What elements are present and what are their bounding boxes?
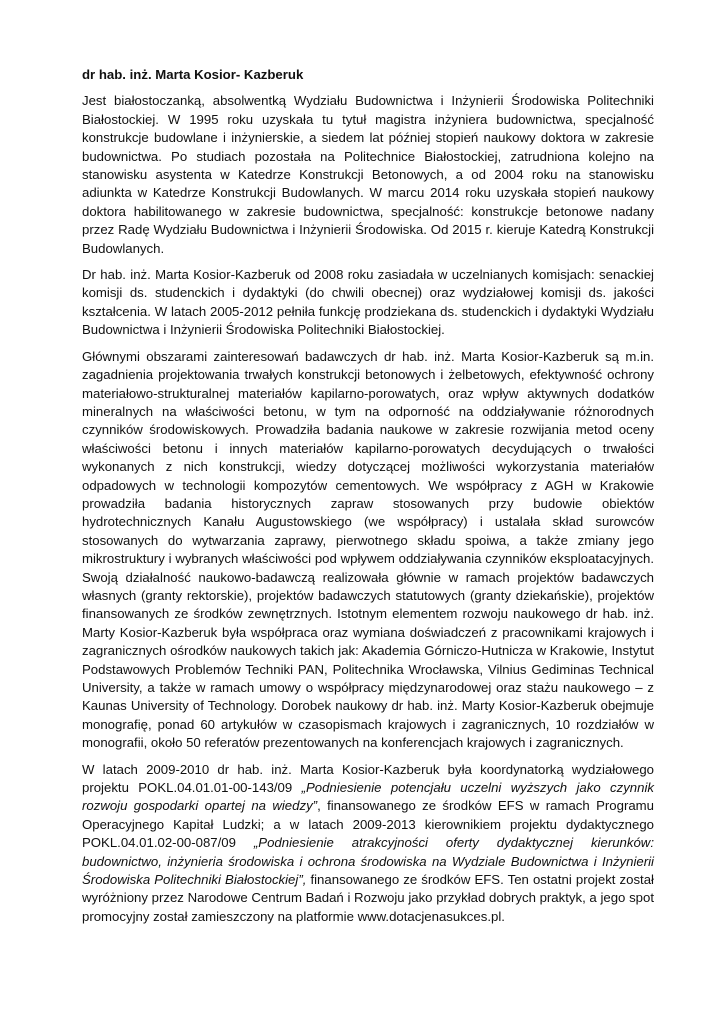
- projects-text-3: finansowanego ze środków EFS. Ten ostatni projekt został wyróżniony przez Narodowe Centrum Badań i Rozwoju jako przykład dobrych praktyk, a jego spot promocyjny został zamieszczony na platformie www.dotacjenasukces.pl.: [82, 872, 654, 924]
- projects-text-1: W latach 2009-2010 dr hab. inż. Marta Kosior-Kazberuk była koordynatorką wydziałowego projektu POKL.04.01.01-00-143/09: [82, 761, 654, 796]
- document-page: [82, 66, 654, 934]
- paragraph-committees: Dr hab. inż. Marta Kosior-Kazberuk od 2008 roku zasiadała w uczelnianych komisjach: senackiej komisji ds. studenckich i dydaktyki (do chwili obecnej) oraz wydziałowej komisji ds. jakości kształcenia. W latach 2005-2012 pełniła funkcję prodziekana ds. studenckich i dydaktyki Wydziału Budownictwa i Inżynierii Środowiska Politechniki Białostockiej.: [82, 267, 654, 338]
- project-title-1: „Podniesienie potencjału uczelni wyższych jako czynnik rozwoju gospodarki opartej na wiedzy”: [82, 780, 654, 814]
- document-title: dr hab. inż. Marta Kosior- Kazberuk: [82, 67, 304, 82]
- projects-text-2: , finansowanego ze środków EFS w ramach Programu Operacyjnego Kapitał Ludzki; a w latach 2009-2013 kierownikiem projektu dydaktycznego POKL.04.01.02-00-087/09: [82, 798, 654, 851]
- paragraph-biography: Jest białostoczanką, absolwentką Wydziału Budownictwa i Inżynierii Środowiska Politechniki Białostockiej. W 1995 roku uzyskała tu tytuł magistra inżyniera budownictwa, specjalność konstrukcje budowlane i inżynierskie, a siedem lat później stopień naukowy doktora w zakresie budownictwa. Po studiach pozostała na Politechnice Białostockiej, zatrudniona kolejno na stanowisku asystenta w Katedrze Konstrukcji Betonowych, a od 2004 roku na stanowisku adiunkta w Katedrze Konstrukcji Budowlanych. W marcu 2014 roku uzyskała stopień naukowy doktora habilitowanego w zakresie budownictwa, specjalność: konstrukcje betonowe nadany przez Radę Wydziału Budownictwa i Inżynierii Środowiska. Od 2015 r. kieruje Katedrą Konstrukcji Budowlanych.: [82, 93, 654, 256]
- paragraph-projects: [82, 761, 654, 927]
- project-title-2: „Podniesienie atrakcyjności oferty dydaktycznej kierunków: budownictwo, inżynieria środowiska i ochrona środowiska na Wydziale Budownictwa i Inżynierii Środowiska Politechniki Białostockiej”,: [82, 835, 654, 888]
- paragraph-research: Głównymi obszarami zainteresowań badawczych dr hab. inż. Marta Kosior-Kazberuk są m.in. zagadnienia projektowania trwałych konstrukcji betonowych i żelbetowych, efektywność ochrony materiałowo-strukturalnej materiałów kapilarno-porowatych, oraz wpływ aktywnych dodatków mineralnych na właściwości betonu, w tym na odporność na oddziaływanie różnorodnych czynników środowiskowych. Prowadziła badania naukowe w zakresie rozwijania metod oceny właściwości betonu i innych materiałów kapilarno-porowatych decydujących o trwałości wykonanych z nich konstrukcji, wiedzy dotyczącej możliwości wykorzystania materiałów odpadowych w technologii kompozytów cementowych. We współpracy z AGH w Krakowie prowadziła badania historycznych zapraw stosowanych przy budowie obiektów hydrotechnicznych Kanału Augustowskiego (we współpracy) i ustalała skład surowców stosowanych do wytwarzania zaprawy, pierwotnego składu spoiwa, a także zmiany jego mikrostruktury i wybranych właściwości pod wpływem oddziaływania czynników eksploatacyjnych. Swoją działalność naukowo-badawczą realizowała głównie w ramach projektów badawczych własnych (granty rektorskie), projektów badawczych statutowych (granty dziekańskie), projektów finansowanych ze środków zewnętrznych. Istotnym elementem rozwoju naukowego dr hab. inż. Marty Kosior-Kazberuk była współpraca oraz wymiana doświadczeń z pracownikami krajowych i zagranicznych ośrodków naukowych takich jak: Akademia Górniczo-Hutnicza w Krakowie, Instytut Podstawowych Problemów Techniki PAN, Politechnika Wrocławska, Vilnius Gediminas Technical University, a także w ramach umowy o współpracy międzynarodowej oraz stażu naukowego – z Kaunas University of Technology. Dorobek naukowy dr hab. inż. Marty Kosior-Kazberuk obejmuje monografię, ponad 60 artykułów w czasopismach krajowych i zagranicznych, 10 rozdziałów w monografii, około 50 referatów prezentowanych na konferencjach krajowych i zagranicznych.: [82, 348, 654, 751]
